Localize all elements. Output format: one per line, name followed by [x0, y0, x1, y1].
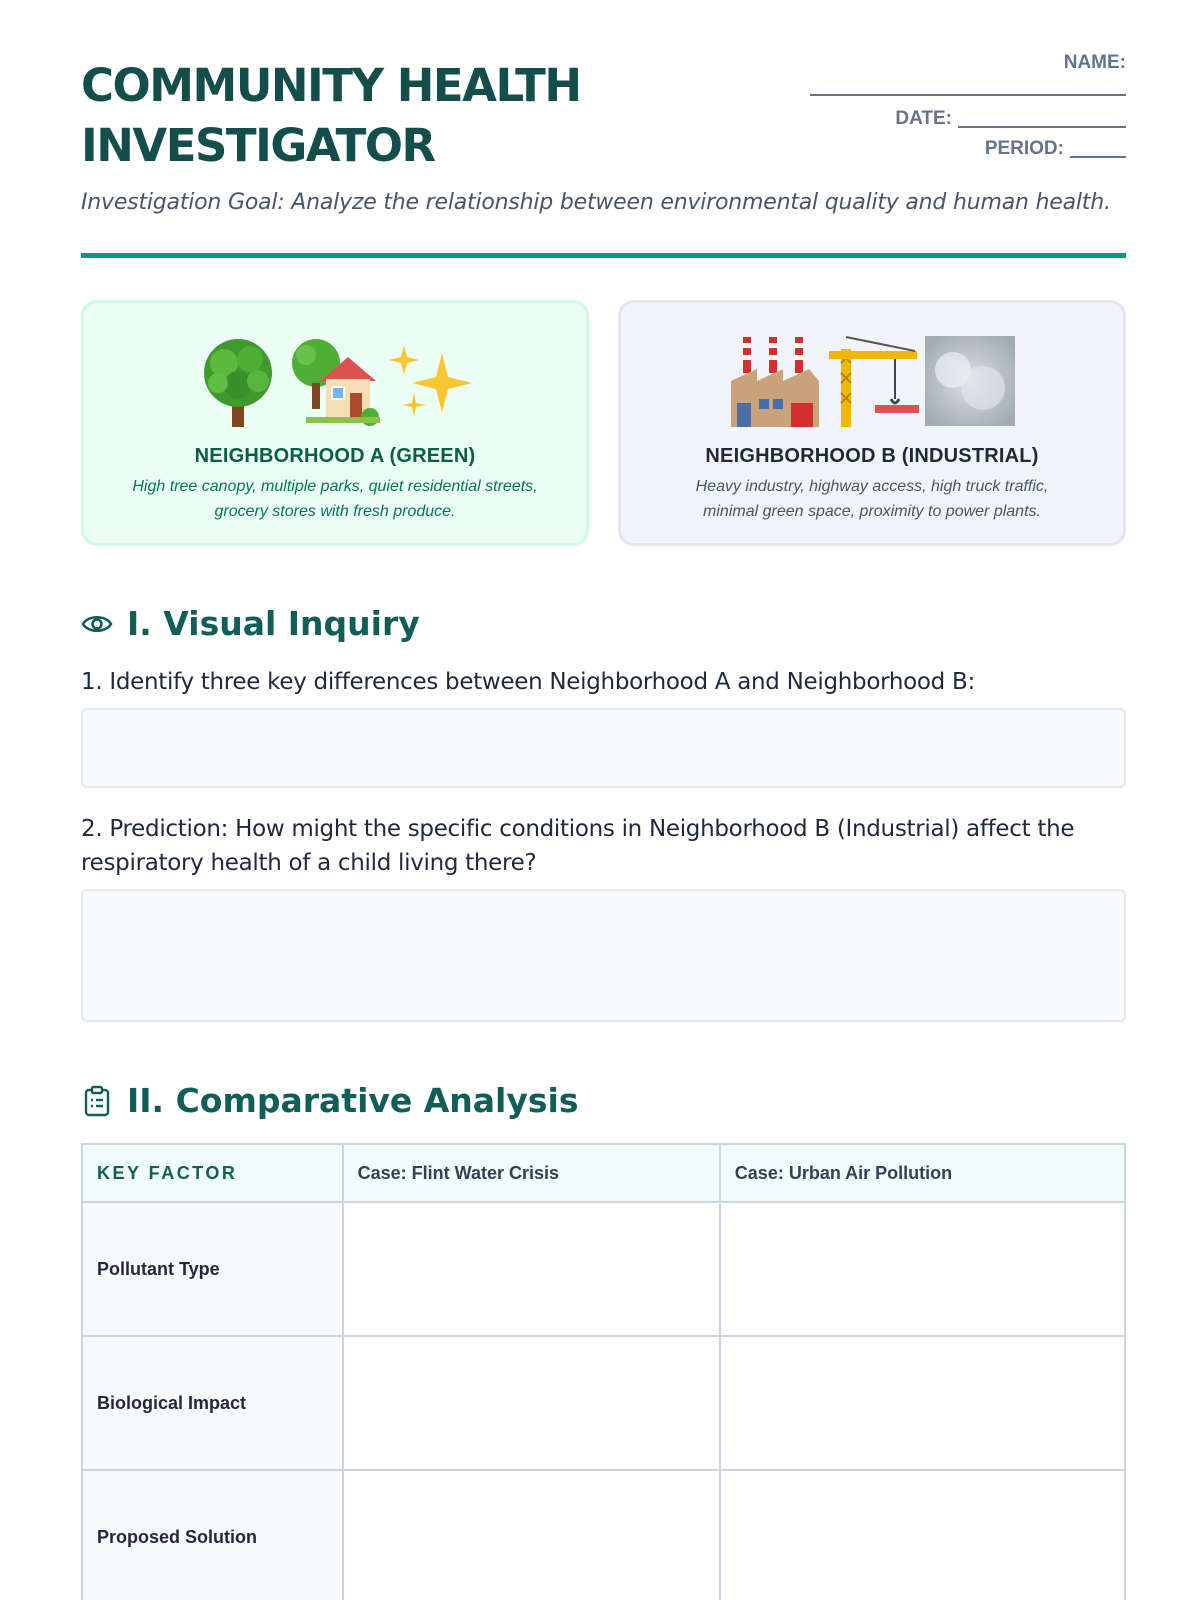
house-with-garden-icon: [286, 333, 382, 429]
visual-inquiry-title: I. Visual Inquiry: [127, 604, 420, 643]
name-label: NAME:: [1063, 52, 1126, 73]
question-2: 2. Prediction: How might the specific conditions in Neighborhood B (Industrial) affect the respiratory health of a child living there?: [81, 816, 1075, 876]
date-field-line[interactable]: [958, 126, 1126, 128]
construction-crane-icon: [825, 333, 921, 429]
neighborhood-a-title: NEIGHBORHOOD A (GREEN): [194, 445, 476, 467]
factory-icon: [729, 333, 821, 429]
row-label-proposed-solution: Proposed Solution: [82, 1470, 343, 1600]
worksheet-header: [81, 0, 1126, 240]
period-field-line[interactable]: [1070, 156, 1126, 158]
header-divider: [81, 253, 1126, 258]
answer-cell-flint-pollutant[interactable]: [343, 1202, 720, 1336]
tree-icon: [194, 333, 282, 429]
neighborhood-b-icons: [621, 331, 1123, 431]
worksheet-title: [81, 56, 701, 176]
neighborhood-b-description: Heavy industry, highway access, high truck traffic, minimal green space, proximity to power plants.: [695, 478, 1049, 520]
eye-icon: [81, 608, 113, 640]
neighborhood-a-icons: [84, 331, 586, 431]
title-line-1: COMMUNITY HEALTH: [81, 59, 581, 112]
period-label: PERIOD:: [984, 138, 1064, 159]
student-info: [810, 52, 1126, 160]
row-label-pollutant-type: Pollutant Type: [82, 1202, 343, 1336]
comparative-analysis-table: [81, 1143, 1126, 1600]
table-header-row: [82, 1144, 1125, 1202]
comparative-analysis-title: II. Comparative Analysis: [127, 1081, 579, 1120]
date-label: DATE:: [895, 108, 952, 129]
answer-cell-flint-impact[interactable]: [343, 1336, 720, 1470]
answer-cell-air-impact[interactable]: [720, 1336, 1125, 1470]
neighborhood-cards: [81, 300, 1126, 546]
answer-cell-air-solution[interactable]: [720, 1470, 1125, 1600]
question-1: 1. Identify three key differences between Neighborhood A and Neighborhood B:: [81, 669, 975, 695]
answer-cell-flint-solution[interactable]: [343, 1470, 720, 1600]
period-row: [810, 138, 1126, 160]
investigation-goal: Investigation Goal: Analyze the relationship between environmental quality and human health.: [81, 190, 1111, 215]
clipboard-icon: [81, 1085, 113, 1117]
visual-inquiry-heading: [81, 604, 420, 643]
neighborhood-b-title: NEIGHBORHOOD B (INDUSTRIAL): [705, 445, 1039, 467]
comparative-analysis-heading: [81, 1081, 578, 1120]
table-row: [82, 1470, 1125, 1600]
sparkles-icon: [386, 333, 476, 429]
neighborhood-b-card: [618, 300, 1126, 546]
title-line-2: INVESTIGATOR: [81, 119, 435, 172]
question-2-answer-box[interactable]: [81, 889, 1126, 1022]
column-header-flint: Case: Flint Water Crisis: [343, 1144, 720, 1202]
column-header-urban-air: Case: Urban Air Pollution: [720, 1144, 1125, 1202]
smog-cloud-icon: [925, 336, 1015, 426]
date-row: [810, 108, 1126, 130]
table-row: [82, 1202, 1125, 1336]
neighborhood-a-description: High tree canopy, multiple parks, quiet residential streets, grocery stores with fresh produce.: [132, 478, 538, 520]
neighborhood-a-card: [81, 300, 589, 546]
worksheet-page: [81, 0, 1126, 1547]
answer-cell-air-pollutant[interactable]: [720, 1202, 1125, 1336]
row-label-biological-impact: Biological Impact: [82, 1336, 343, 1470]
column-header-key-factor: KEY FACTOR: [82, 1144, 343, 1202]
table-row: [82, 1336, 1125, 1470]
name-field-line[interactable]: [810, 94, 1126, 96]
question-1-answer-box[interactable]: [81, 708, 1126, 788]
